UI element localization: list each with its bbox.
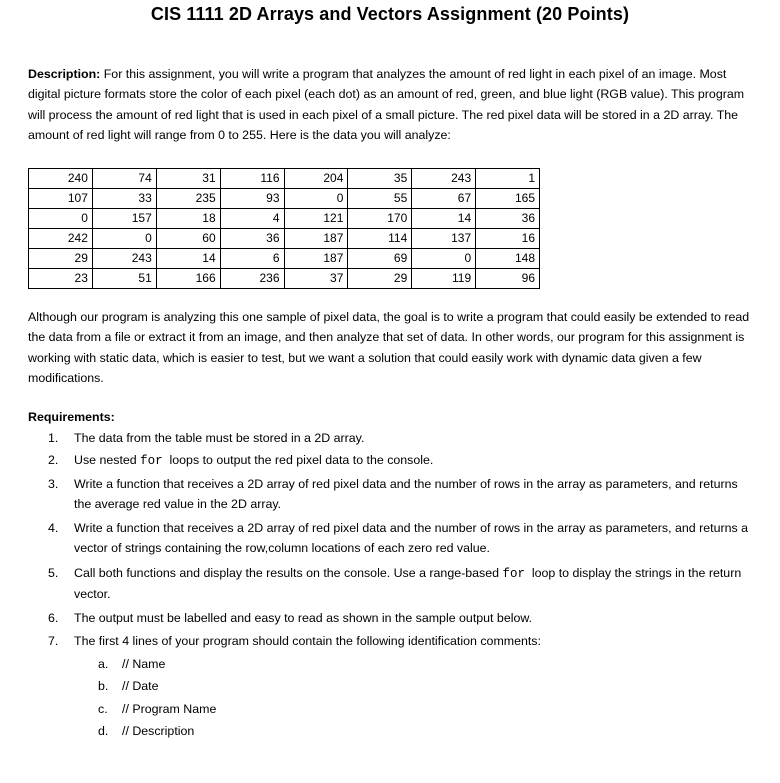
- table-cell: 23: [29, 269, 93, 289]
- sublist-letter: b.: [98, 679, 109, 694]
- table-cell: 236: [220, 269, 284, 289]
- sublist-text: // Name: [122, 656, 166, 671]
- comment-sublist: [74, 653, 753, 743]
- sublist-text: // Date: [122, 679, 159, 694]
- table-cell: 4: [220, 209, 284, 229]
- table-cell: 148: [476, 249, 540, 269]
- table-row: [29, 229, 540, 249]
- sublist-letter: d.: [98, 724, 109, 739]
- requirement-number: 7.: [48, 633, 59, 648]
- requirement-text: The output must be labelled and easy to read as shown in the sample output below.: [74, 611, 533, 626]
- page-title: CIS 1111 2D Arrays and Vectors Assignment (20 Points): [150, 4, 630, 24]
- requirement-text: loops to output the red pixel data to the console.: [162, 453, 434, 468]
- table-cell: 243: [412, 169, 476, 189]
- table-cell: 93: [220, 189, 284, 209]
- pixel-data-table: [28, 168, 540, 289]
- sublist-text: // Program Name: [122, 701, 217, 716]
- description-label: Description:: [28, 67, 101, 81]
- sublist-letter: c.: [98, 701, 108, 716]
- table-cell: 157: [92, 209, 156, 229]
- table-cell: 16: [476, 229, 540, 249]
- table-cell: 60: [156, 229, 220, 249]
- table-row: [29, 189, 540, 209]
- requirement-text: loop to display the strings in the return vector.: [74, 565, 745, 602]
- table-cell: 69: [348, 249, 412, 269]
- requirement-number: 2.: [48, 453, 59, 468]
- table-cell: 0: [284, 189, 348, 209]
- sublist-letter: a.: [98, 656, 109, 671]
- static-data-paragraph: Although our program is analyzing this one sample of pixel data, the goal is to write a program that could easily be extended to read the data from a file or extract it from an image, and then analyze that set of data. In other words, our program for this assignment is working with static data, which is easier to test, but we want a solution that could easily work with dynamic data given a few modifications.: [28, 310, 750, 385]
- code-keyword: for: [140, 454, 163, 469]
- table-cell: 0: [92, 229, 156, 249]
- requirement-number: 3.: [48, 476, 59, 491]
- table-cell: 36: [220, 229, 284, 249]
- table-cell: 235: [156, 189, 220, 209]
- table-cell: 242: [29, 229, 93, 249]
- sublist-item: [74, 720, 753, 743]
- table-cell: 29: [348, 269, 412, 289]
- table-cell: 119: [412, 269, 476, 289]
- requirement-item: [28, 450, 753, 471]
- requirement-number: 4.: [48, 521, 59, 536]
- requirements-heading: Requirements:: [28, 410, 115, 424]
- table-cell: 29: [29, 249, 93, 269]
- table-cell: 166: [156, 269, 220, 289]
- description-text: For this assignment, you will write a program that analyzes the amount of red light in each pixel of an image. Most digital picture formats store the color of each pixel (each dot) as an amount of red, green, and blue light (RGB value). This program will process the amount of red light that is used in each pixel of a small picture. The red pixel data will be stored in a 2D array. The amount of red light will range from 0 to 255. Here is the data you will analyze:: [28, 67, 745, 142]
- table-cell: 1: [476, 169, 540, 189]
- requirement-number: 6.: [48, 611, 59, 626]
- code-keyword: for: [502, 566, 525, 581]
- table-cell: 0: [29, 209, 93, 229]
- table-cell: 14: [412, 209, 476, 229]
- table-row: [29, 269, 540, 289]
- table-cell: 187: [284, 229, 348, 249]
- sublist-text: // Description: [122, 724, 195, 739]
- table-cell: 165: [476, 189, 540, 209]
- table-cell: 121: [284, 209, 348, 229]
- table-cell: 0: [412, 249, 476, 269]
- requirement-item: [28, 563, 753, 605]
- table-cell: 240: [29, 169, 93, 189]
- table-cell: 35: [348, 169, 412, 189]
- requirement-item: [28, 474, 753, 515]
- table-cell: 51: [92, 269, 156, 289]
- table-cell: 170: [348, 209, 412, 229]
- requirement-item: [28, 428, 753, 448]
- requirement-number: 5.: [48, 565, 59, 580]
- table-cell: 33: [92, 189, 156, 209]
- requirements-list: [28, 426, 753, 743]
- table-cell: 36: [476, 209, 540, 229]
- table-row: [29, 169, 540, 189]
- table-cell: 243: [92, 249, 156, 269]
- table-cell: 204: [284, 169, 348, 189]
- table-cell: 74: [92, 169, 156, 189]
- table-cell: 31: [156, 169, 220, 189]
- table-cell: 137: [412, 229, 476, 249]
- table-cell: 107: [29, 189, 93, 209]
- table-row: [29, 209, 540, 229]
- requirement-number: 1.: [48, 431, 59, 445]
- table-cell: 67: [412, 189, 476, 209]
- requirement-item: [28, 608, 753, 628]
- table-cell: 116: [220, 169, 284, 189]
- table-row: [29, 249, 540, 269]
- table-cell: 6: [220, 249, 284, 269]
- table-cell: 18: [156, 209, 220, 229]
- table-cell: 37: [284, 269, 348, 289]
- table-cell: 96: [476, 269, 540, 289]
- table-cell: 187: [284, 249, 348, 269]
- requirement-item: [28, 518, 753, 559]
- sublist-item: [74, 698, 753, 721]
- sublist-item: [74, 653, 753, 676]
- requirement-text: The first 4 lines of your program should contain the following identification comments:: [74, 633, 541, 648]
- requirement-text: Call both functions and display the results on the console. Use a range-based: [74, 565, 503, 580]
- requirement-item: [28, 631, 753, 743]
- table-cell: 55: [348, 189, 412, 209]
- requirement-text: Write a function that receives a 2D array of red pixel data and the number of rows in the array as parameters, and returns a vector of strings containing the row,column locations of each zero red value.: [74, 521, 749, 556]
- table-cell: 14: [156, 249, 220, 269]
- table-cell: 114: [348, 229, 412, 249]
- description-paragraph: [28, 64, 753, 145]
- sublist-item: [74, 675, 753, 698]
- requirement-text: Write a function that receives a 2D array of red pixel data and the number of rows in the array as parameters, and returns the average red value in the 2D array.: [74, 476, 738, 511]
- requirement-text: The data from the table must be stored in a 2D array.: [74, 431, 365, 445]
- requirement-text: Use nested: [74, 453, 141, 468]
